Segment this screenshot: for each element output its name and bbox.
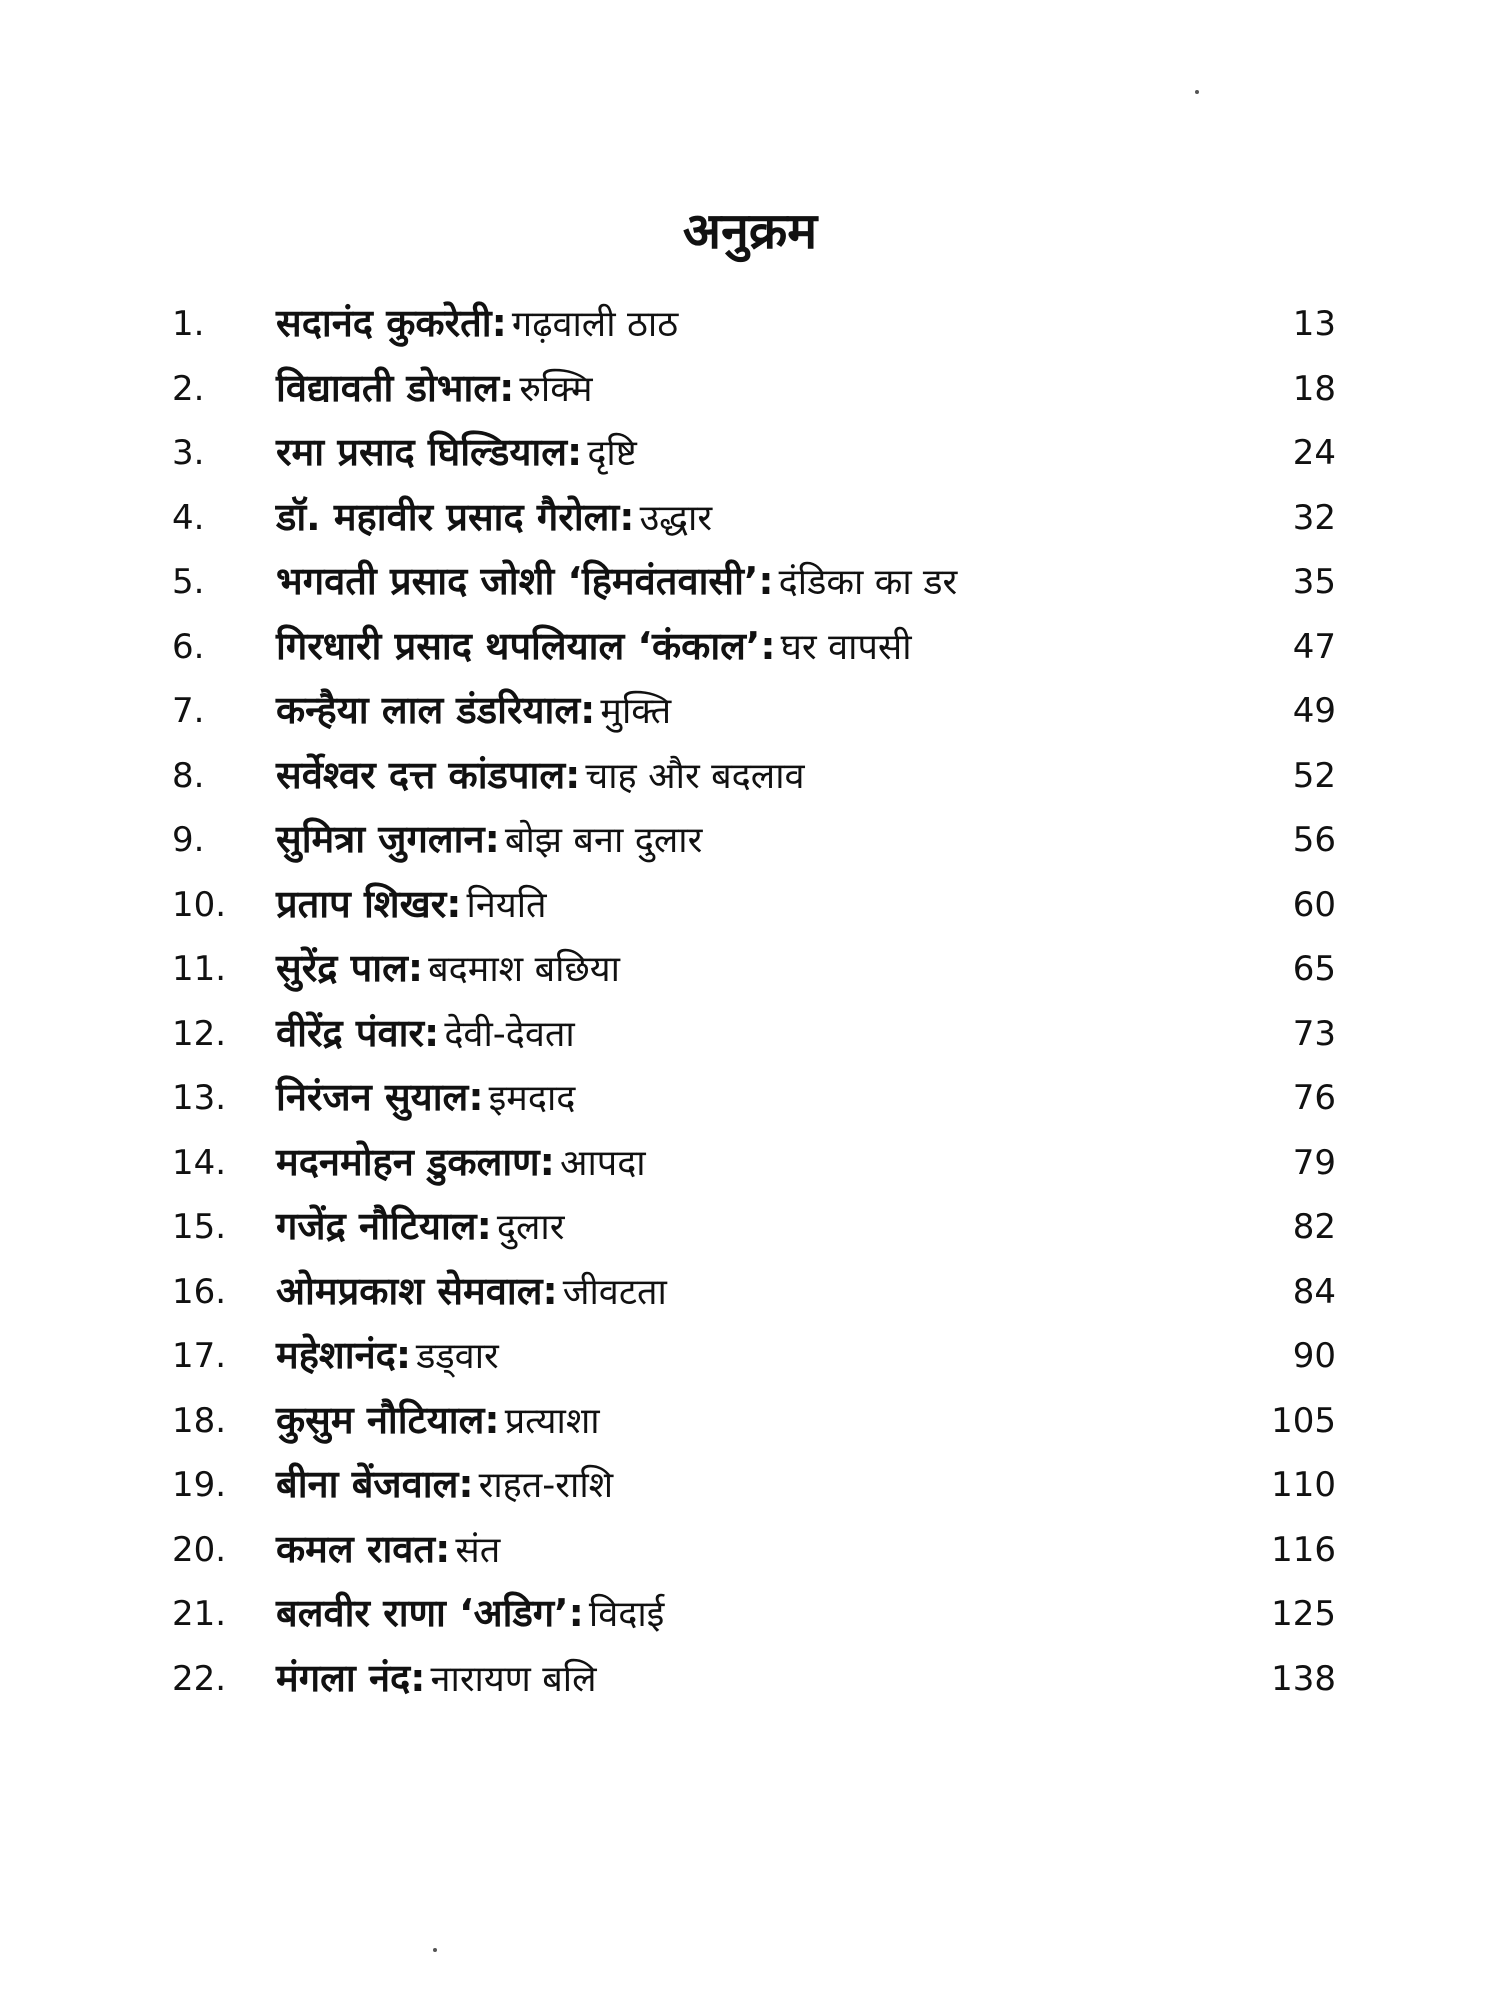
- toc-row: [0, 744, 1500, 809]
- toc-number: 2.: [172, 368, 205, 409]
- toc-number: 12.: [172, 1013, 227, 1054]
- toc-story: उद्धार: [639, 497, 713, 539]
- toc-story: डड्वार: [416, 1336, 499, 1377]
- toc-entry: [276, 1524, 500, 1582]
- toc-row: [0, 1389, 1500, 1454]
- toc-story: बोझ बना दुलार: [504, 820, 703, 861]
- toc-row: [0, 1647, 1500, 1712]
- toc-author: मदनमोहन डुकलाण:: [276, 1139, 555, 1184]
- toc-author: भगवती प्रसाद जोशी ‘हिमवंतवासी’:: [276, 559, 774, 603]
- toc-page-number: 76: [1292, 1078, 1336, 1118]
- toc-row: [0, 1066, 1500, 1131]
- toc-entry: [276, 879, 547, 937]
- toc-author: प्रताप शिखर:: [276, 881, 462, 926]
- toc-author: गिरधारी प्रसाद थपलियाल ‘कंकाल’:: [276, 623, 776, 668]
- toc-entry: [276, 750, 805, 808]
- toc-number: 14.: [172, 1142, 227, 1183]
- toc-author: बीना बेंजवाल:: [276, 1462, 474, 1506]
- toc-page-number: 125: [1271, 1594, 1336, 1634]
- toc-row: [0, 486, 1500, 551]
- toc-entry: [276, 814, 702, 872]
- toc-row: [0, 1131, 1500, 1196]
- toc-page-number: 110: [1271, 1465, 1336, 1505]
- toc-number: 9.: [172, 820, 205, 860]
- toc-row: [0, 1453, 1500, 1518]
- toc-author: सदानंद कुकरेती:: [276, 301, 507, 345]
- toc-story: जीवटता: [562, 1271, 667, 1313]
- toc-number: 20.: [172, 1529, 227, 1570]
- toc-number: 8.: [172, 755, 205, 796]
- toc-page-number: 18: [1292, 368, 1336, 409]
- toc-page-number: 56: [1292, 820, 1336, 860]
- toc-row: [0, 615, 1500, 680]
- toc-page-number: 49: [1292, 691, 1336, 731]
- toc-author: मंगला नंद:: [276, 1655, 426, 1700]
- table-of-contents: [0, 292, 1500, 1711]
- toc-entry: [276, 1266, 667, 1324]
- toc-author: कन्हैया लाल डंडरियाल:: [276, 688, 596, 732]
- toc-number: 3.: [172, 433, 205, 473]
- toc-story: घर वापसी: [780, 626, 912, 668]
- toc-row: [0, 1582, 1500, 1647]
- toc-page-number: 138: [1271, 1658, 1336, 1699]
- toc-author: रमा प्रसाद घिल्डियाल:: [276, 430, 583, 474]
- toc-row: [0, 1518, 1500, 1583]
- toc-author: निरंजन सुयाल:: [276, 1075, 484, 1119]
- toc-number: 19.: [172, 1465, 227, 1505]
- toc-number: 13.: [172, 1078, 227, 1118]
- print-speck: [1195, 90, 1199, 94]
- toc-row: [0, 937, 1500, 1002]
- toc-page-number: 84: [1292, 1271, 1336, 1312]
- toc-story: विदाई: [588, 1594, 665, 1635]
- toc-story: दृष्टि: [587, 433, 637, 474]
- toc-page-number: 105: [1271, 1400, 1336, 1441]
- toc-page-number: 35: [1292, 562, 1336, 602]
- toc-entry: [276, 1008, 575, 1066]
- toc-story: नारायण बलि: [430, 1658, 597, 1700]
- toc-entry: [276, 621, 912, 679]
- toc-number: 10.: [172, 884, 227, 925]
- toc-entry: [276, 556, 957, 614]
- toc-entry: [276, 1395, 600, 1453]
- toc-author: सुरेंद्र पाल:: [276, 946, 424, 990]
- toc-entry: [276, 427, 637, 485]
- toc-row: [0, 1324, 1500, 1389]
- toc-page-number: 32: [1292, 497, 1336, 538]
- toc-author: विद्यावती डोभाल:: [276, 365, 515, 410]
- toc-author: सुमित्रा जुगलान:: [276, 817, 500, 861]
- toc-entry: [276, 1137, 646, 1195]
- toc-entry: [276, 363, 593, 421]
- toc-author: गजेंद्र नौटियाल:: [276, 1204, 492, 1248]
- toc-entry: [276, 298, 678, 356]
- toc-number: 5.: [172, 562, 205, 602]
- toc-number: 17.: [172, 1336, 227, 1376]
- toc-page-number: 47: [1292, 626, 1336, 667]
- toc-row: [0, 421, 1500, 486]
- toc-entry: [276, 685, 671, 743]
- toc-author: कमल रावत:: [276, 1526, 451, 1571]
- toc-author: सर्वेश्वर दत्त कांडपाल:: [276, 752, 581, 797]
- page-title: अनुक्रम: [682, 201, 818, 260]
- toc-author: कुसुम नौटियाल:: [276, 1397, 500, 1442]
- toc-row: [0, 1260, 1500, 1325]
- toc-story: नियति: [466, 884, 547, 926]
- toc-number: 1.: [172, 304, 205, 344]
- toc-page-number: 90: [1292, 1336, 1336, 1376]
- toc-number: 7.: [172, 691, 205, 731]
- toc-entry: [276, 943, 620, 1001]
- toc-story: इमदाद: [488, 1078, 576, 1119]
- toc-story: गढ़वाली ठाठ: [511, 304, 679, 345]
- toc-entry: [276, 1653, 597, 1711]
- toc-page-number: 24: [1292, 433, 1336, 473]
- toc-row: [0, 1195, 1500, 1260]
- toc-number: 4.: [172, 497, 205, 538]
- toc-number: 18.: [172, 1400, 227, 1441]
- toc-number: 16.: [172, 1271, 227, 1312]
- toc-story: आपदा: [559, 1142, 646, 1184]
- toc-row: [0, 357, 1500, 422]
- toc-entry: [276, 492, 712, 550]
- toc-page-number: 79: [1292, 1142, 1336, 1183]
- toc-row: [0, 292, 1500, 357]
- toc-author: वीरेंद्र पंवार:: [276, 1010, 440, 1055]
- toc-page-number: 52: [1292, 755, 1336, 796]
- toc-entry: [276, 1330, 499, 1388]
- toc-story: दुलार: [496, 1207, 565, 1248]
- print-speck: [433, 1948, 437, 1952]
- toc-number: 21.: [172, 1594, 227, 1634]
- toc-entry: [276, 1072, 575, 1130]
- toc-row: [0, 1002, 1500, 1067]
- toc-story: राहत-राशि: [478, 1465, 614, 1506]
- toc-number: 11.: [172, 949, 227, 989]
- toc-story: बदमाश बछिया: [428, 949, 620, 990]
- toc-author: डॉ. महावीर प्रसाद गैरोला:: [276, 494, 635, 539]
- toc-story: चाह और बदलाव: [585, 755, 805, 797]
- toc-story: प्रत्याशा: [504, 1400, 600, 1442]
- toc-number: 22.: [172, 1658, 227, 1699]
- toc-entry: [276, 1201, 564, 1259]
- toc-entry: [276, 1459, 613, 1517]
- toc-page-number: 116: [1271, 1529, 1336, 1570]
- toc-number: 15.: [172, 1207, 227, 1247]
- toc-story: मुक्ति: [600, 691, 672, 732]
- toc-page-number: 82: [1292, 1207, 1336, 1247]
- toc-story: देवी-देवता: [444, 1013, 575, 1055]
- toc-author: ओमप्रकाश सेमवाल:: [276, 1268, 558, 1313]
- toc-row: [0, 679, 1500, 744]
- toc-number: 6.: [172, 626, 205, 667]
- toc-row: [0, 873, 1500, 938]
- toc-entry: [276, 1588, 664, 1646]
- toc-story: दंडिका का डर: [778, 562, 958, 603]
- toc-page-number: 73: [1292, 1013, 1336, 1054]
- toc-author: बलवीर राणा ‘अडिग’:: [276, 1591, 584, 1635]
- toc-page-number: 13: [1292, 304, 1336, 344]
- toc-author: महेशानंद:: [276, 1333, 412, 1377]
- toc-row: [0, 550, 1500, 615]
- toc-page-number: 60: [1292, 884, 1336, 925]
- toc-story: संत: [455, 1529, 501, 1571]
- toc-row: [0, 808, 1500, 873]
- toc-story: रुक्मि: [519, 368, 593, 410]
- toc-page-number: 65: [1292, 949, 1336, 989]
